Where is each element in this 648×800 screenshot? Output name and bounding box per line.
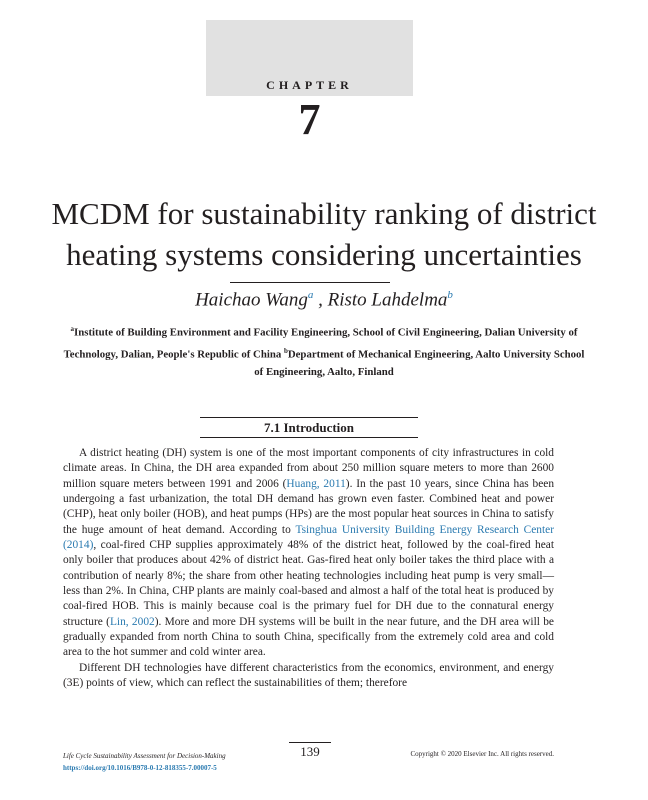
citation-link[interactable]: Huang, 2011 <box>286 477 346 490</box>
section-rule-top <box>200 417 418 418</box>
text-run: , coal-fired CHP supplies approximately 48% of the district heat, followed by the coal-fired heat only boiler that produces about 42% of district heat. Gas-fired heat only boiler takes the third place with a contribution of nearly 8%; the share from other heating technologies including heat pump is very small—less than 2%. In China, CHP plants are mainly coal-based and almost a half of the total heat is produced by coal-fired HOB. This is mainly because coal is the primary fuel for DH due to the connatural energy structure ( <box>63 539 554 628</box>
copyright-notice: Copyright © 2020 Elsevier Inc. All rights reserved. <box>410 750 554 758</box>
author-affiliation-link[interactable]: a <box>307 289 314 301</box>
paragraph: Different DH technologies have different characteristics from the economics, environment, and energy (3E) points of view, which can reflect the sustainabilities of them; therefore <box>63 661 554 690</box>
body-text <box>63 446 554 692</box>
text-run: ). More and more DH systems will be built in the near future, and the DH area will be gradually expanded from north China to south China, specifically from the extremely cold area and cold area to the hot summer and cold winter area. <box>63 615 554 659</box>
page-number-rule <box>289 742 331 743</box>
affiliation-text: Institute of Building Environment and Facility Engineering, School of Civil Engineering, Dalian University of Technology, Dalian, People's Republic of China <box>63 326 578 361</box>
author-affiliation-link[interactable]: b <box>447 289 453 301</box>
author-line <box>40 289 608 311</box>
paragraph <box>63 446 554 661</box>
text-run: A district heating (DH) system is one of the most important components of city infrastructures in cold climate areas. In China, the DH area expanded from about 250 million square meters to more than 2600 million square meters between 1991 and 2006 ( <box>63 447 554 490</box>
text-run: ). In the past 10 years, since China has been undergoing a fast urbanization, the total DH demand has grown even faster. Combined heat and power (CHP), heat only boiler (HOB), and heat pumps (HPs) are the most popular heat sources in China to satisfy the huge amount of heat demand. According to <box>63 477 555 536</box>
chapter-title: MCDM for sustainability ranking of district heating systems considering uncertainties <box>51 195 597 272</box>
author-name: Haichao Wang <box>195 289 308 311</box>
affiliations <box>60 320 588 381</box>
section-heading: 7.1 Introduction <box>263 420 355 435</box>
page-number: 139 <box>300 744 320 759</box>
section-rule-bottom <box>200 437 418 438</box>
doi-link[interactable]: https://doi.org/10.1016/B978-0-12-818355-7.00007-5 <box>63 764 217 772</box>
book-title: Life Cycle Sustainability Assessment for Decision-Making <box>63 752 226 760</box>
title-divider <box>230 282 390 283</box>
affiliation-marker: a <box>70 325 75 333</box>
chapter-label: CHAPTER <box>266 78 353 92</box>
affiliation-text: Department of Mechanical Engineering, Aalto University School of Engineering, Aalto, Finland <box>254 348 585 379</box>
footer-left <box>63 750 226 774</box>
author-separator: , <box>313 289 328 311</box>
citation-link[interactable]: Lin, 2002 <box>109 615 155 628</box>
chapter-number: 7 <box>298 95 321 144</box>
author-name: Risto Lahdelma <box>327 289 448 311</box>
citation-link[interactable]: Tsinghua University Building Energy Research Center (2014) <box>63 523 554 552</box>
affiliation-marker: b <box>283 346 288 355</box>
